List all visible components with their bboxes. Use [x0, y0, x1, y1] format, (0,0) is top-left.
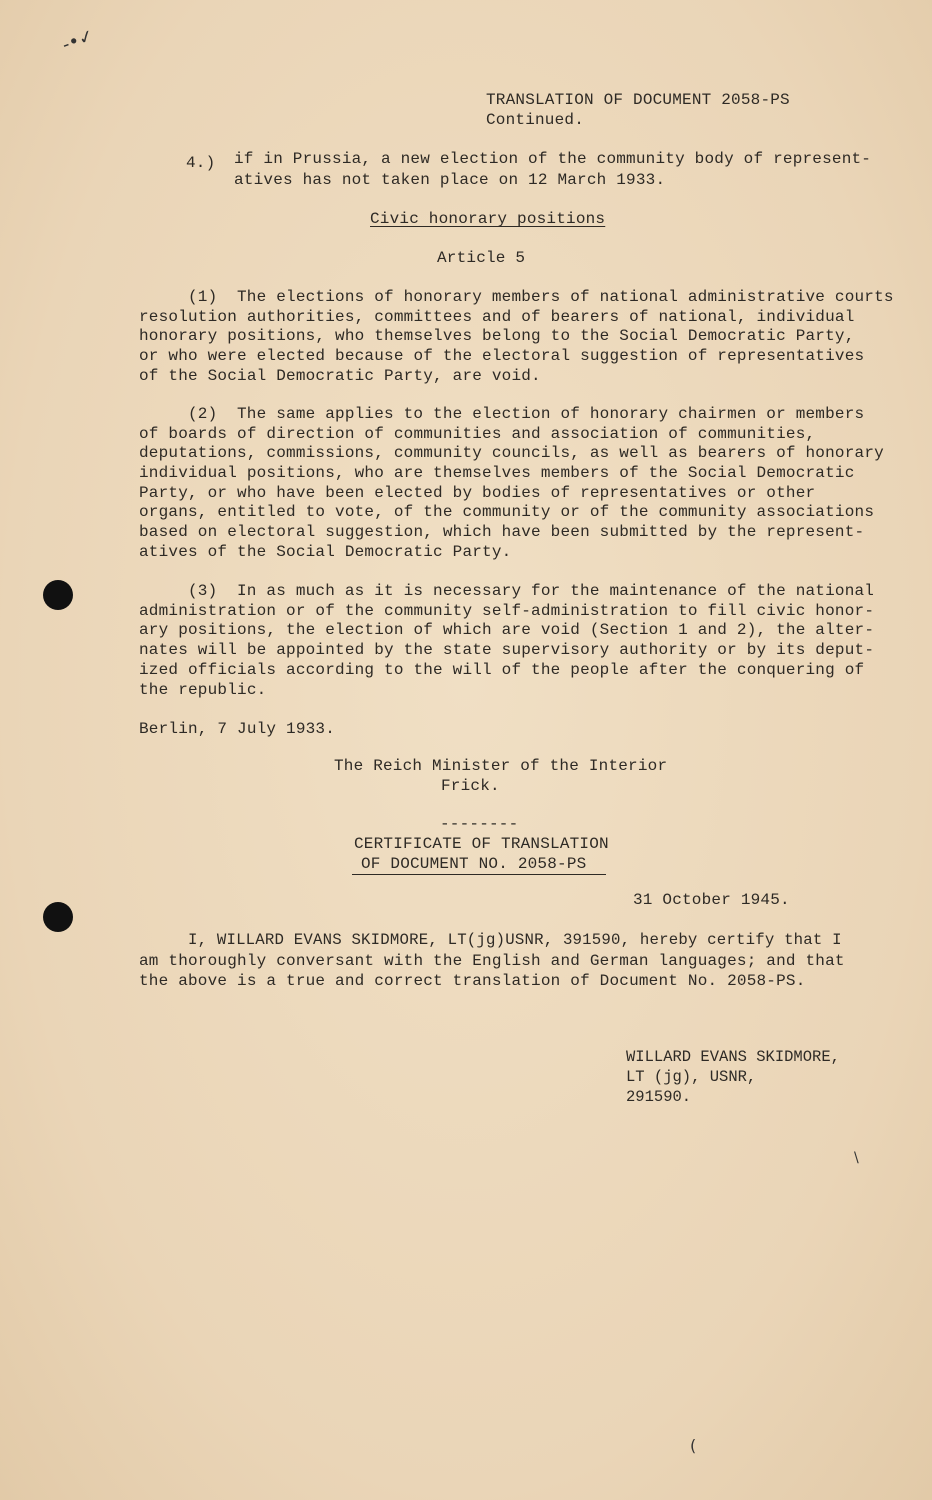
document-continued: Continued.: [486, 111, 585, 129]
section-title: Civic honorary positions: [370, 210, 606, 228]
stray-mark: (: [690, 1436, 697, 1455]
paragraph-line: ized officials according to the will of the people after the conquering of: [139, 661, 865, 679]
certificate-line: the above is a true and correct translation of Document No. 2058-PS.: [139, 972, 806, 990]
paragraph-line: organs, entitled to vote, of the community or of the community associations: [139, 503, 875, 521]
certificate-subtitle: OF DOCUMENT NO. 2058-PS: [361, 855, 587, 873]
paragraph-line: of the Social Democratic Party, are void.: [139, 367, 541, 385]
document-title: TRANSLATION OF DOCUMENT 2058-PS: [486, 91, 790, 109]
paragraph-line: deputations, commissions, community councils, as well as bearers of honorary: [139, 444, 884, 462]
certificate-underline: [352, 874, 606, 875]
item-text-line: if in Prussia, a new election of the community body of represent-: [234, 150, 872, 168]
paragraph-line: administration or of the community self-administration to fill civic honor-: [139, 602, 875, 620]
paragraph-line: individual positions, who are themselves members of the Social Democratic: [139, 464, 855, 482]
paragraph-line: the republic.: [139, 681, 267, 699]
certificate-title: CERTIFICATE OF TRANSLATION: [354, 835, 609, 853]
translator-rank: LT (jg), USNR,: [626, 1068, 757, 1086]
item-text-line: atives has not taken place on 12 March 1933.: [234, 171, 666, 189]
paragraph-line: atives of the Social Democratic Party.: [139, 543, 512, 561]
punch-hole-bottom: [43, 902, 73, 932]
paragraph-line: or who were elected because of the electoral suggestion of representatives: [139, 347, 865, 365]
paragraph-line: (2) The same applies to the election of honorary chairmen or members: [188, 405, 865, 423]
ink-mark: -•✓: [59, 25, 97, 56]
certificate-line: I, WILLARD EVANS SKIDMORE, LT(jg)USNR, 391590, hereby certify that I: [188, 931, 842, 949]
place-date: Berlin, 7 July 1933.: [139, 720, 336, 738]
certificate-date: 31 October 1945.: [633, 891, 790, 909]
paragraph-line: (1) The elections of honorary members of national administrative courts: [188, 288, 894, 306]
certificate-line: am thoroughly conversant with the English and German languages; and that: [139, 952, 845, 970]
paragraph-line: of boards of direction of communities and association of communities,: [139, 425, 816, 443]
stray-mark: \: [854, 1150, 859, 1166]
signatory-title: The Reich Minister of the Interior: [334, 757, 668, 775]
paragraph-line: resolution authorities, committees and of bearers of national, individual: [139, 308, 855, 326]
paragraph-line: honorary positions, who themselves belong to the Social Democratic Party,: [139, 327, 855, 345]
paragraph-line: based on electoral suggestion, which have been submitted by the represent-: [139, 523, 865, 541]
paragraph-line: Party, or who have been elected by bodies of representatives or other: [139, 484, 816, 502]
punch-hole-top: [43, 580, 73, 610]
certificate-divider: --------: [440, 815, 519, 833]
translator-serial: 291590.: [626, 1088, 692, 1106]
paragraph-line: nates will be appointed by the state supervisory authority or by its deput-: [139, 641, 875, 659]
translator-name: WILLARD EVANS SKIDMORE,: [626, 1048, 840, 1066]
paragraph-line: (3) In as much as it is necessary for the maintenance of the national: [188, 582, 875, 600]
signatory-name: Frick.: [441, 777, 500, 795]
paragraph-line: ary positions, the election of which are void (Section 1 and 2), the alter-: [139, 621, 875, 639]
article-title: Article 5: [437, 249, 526, 267]
item-number: 4.): [186, 154, 216, 172]
